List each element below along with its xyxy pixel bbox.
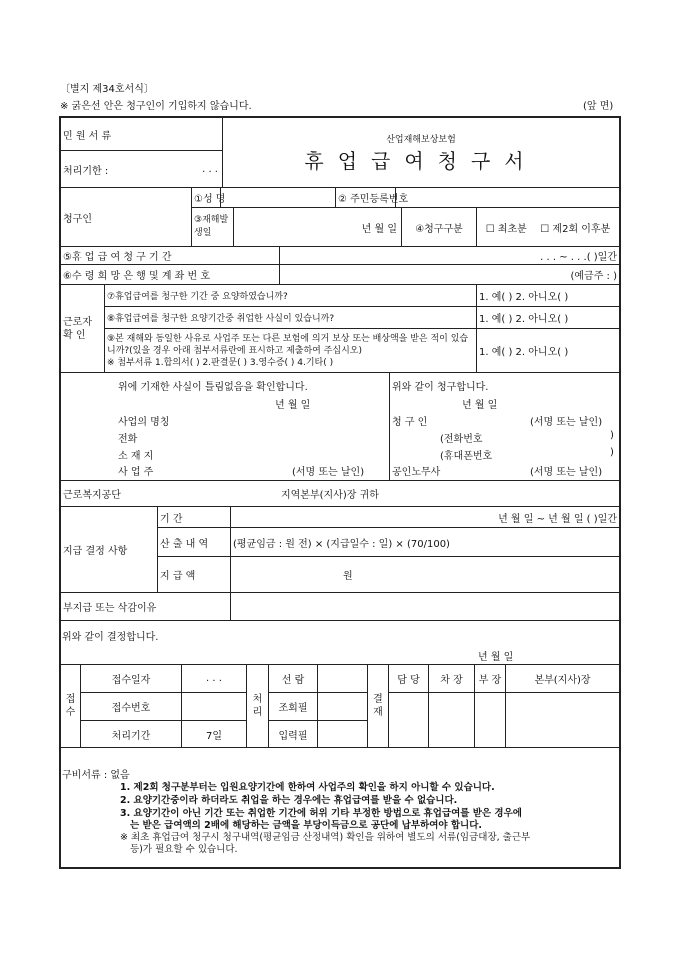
addressee-row bbox=[60, 480, 620, 507]
deadline-label: 처리기한 : bbox=[63, 165, 109, 177]
bank-field[interactable]: (예금주 : ) bbox=[279, 264, 620, 285]
approval-staff: 담 당 bbox=[388, 664, 429, 693]
question-7: ⑦휴업급여를 청구한 기간 중 요양하였습니까? bbox=[104, 284, 477, 307]
form-number: 〔별지 제34호서식〕 bbox=[60, 84, 154, 95]
note-4-cont: 등)가 필요할 수 있습니다. bbox=[130, 844, 238, 855]
process-input-field[interactable] bbox=[317, 720, 368, 748]
deadline-cell bbox=[60, 150, 223, 188]
claim-date[interactable]: 년 월 일 bbox=[462, 400, 498, 411]
bank-label: ⑥수 령 희 망 은 행 및 계 좌 번 호 bbox=[60, 264, 280, 285]
process-label: 처 리 bbox=[246, 664, 269, 748]
process-inquiry-label: 조회필 bbox=[268, 692, 318, 721]
receipt-no-field[interactable] bbox=[181, 692, 247, 721]
approval-director: 본부(지사)장 bbox=[505, 664, 620, 693]
accident-date-field[interactable]: 년 월 일 bbox=[233, 207, 402, 247]
doc-type-label: 민 원 서 류 bbox=[63, 130, 112, 142]
amount-field[interactable]: 원 bbox=[230, 556, 620, 593]
labor-attorney-sign[interactable]: (서명 또는 날인) bbox=[530, 467, 603, 478]
deadline-value: . . . bbox=[202, 163, 218, 175]
rrn-field[interactable] bbox=[395, 187, 620, 208]
note-2: 2. 요양기간중이라 하더라도 취업을 하는 경우에는 휴업급여를 받을 수 없습니다. bbox=[120, 795, 458, 806]
question-9-text: ⑨본 재해와 동일한 사유로 사업주 또는 다른 보험에 의거 보상 또는 배상액을 받은 적이 있습니까?(있을 경우 아래 첨부서류란에 표시하고 제출하여 주십시오) bbox=[107, 333, 469, 356]
employer-date[interactable]: 년 월 일 bbox=[275, 400, 311, 411]
claimant-sign-label: 청 구 인 bbox=[392, 417, 428, 428]
note-3-cont: 는 받은 급여액의 2배에 해당하는 금액을 부당이득금으로 공단에 납부하여야 합니다. bbox=[130, 820, 483, 831]
receipt-date-label: 접수일자 bbox=[80, 664, 182, 693]
employer-label: 사 업 주 bbox=[118, 467, 154, 478]
decision-label: 지급 결정 사항 bbox=[60, 506, 158, 593]
process-review-label: 선 람 bbox=[268, 664, 318, 693]
processing-period-value: 7일 bbox=[181, 720, 247, 748]
first-claim-checkbox[interactable]: ☐ 최초분 bbox=[485, 223, 527, 235]
approval-director-field[interactable] bbox=[505, 692, 620, 748]
calc-field[interactable]: (평균임금 : 원 전) × (지급일수 : 일) × (70/100) bbox=[230, 527, 620, 557]
addressee-to: 지역본부(지사)장 귀하 bbox=[280, 490, 379, 501]
employer-confirm-text: 위에 기재한 사실이 틀림없음을 확인합니다. bbox=[118, 382, 308, 393]
claimant-label: 청구인 bbox=[60, 187, 192, 247]
answer-7[interactable]: 1. 예( ) 2. 아니오( ) bbox=[476, 284, 620, 307]
approval-manager-field[interactable] bbox=[474, 692, 506, 748]
subsequent-claim-checkbox[interactable]: ☐ 제2회 이후분 bbox=[540, 223, 611, 235]
claim-type-options bbox=[476, 207, 620, 247]
claim-period-label: ⑤휴 업 급 여 청 구 기 간 bbox=[60, 246, 280, 265]
labor-attorney-label: 공인노무사 bbox=[392, 467, 441, 478]
phone-label: 전화 bbox=[118, 434, 138, 445]
approval-label: 결 재 bbox=[367, 664, 389, 748]
form-subtitle: 산업재해보상보험 bbox=[386, 134, 456, 145]
question-9 bbox=[104, 328, 477, 373]
employer-sign[interactable]: (서명 또는 날인) bbox=[292, 467, 365, 478]
process-inquiry-field[interactable] bbox=[317, 692, 368, 721]
attachment-options: ※ 첨부서류 1.합의서( ) 2.판결문( ) 3.영수증( ) 4.기타( ) bbox=[107, 357, 334, 368]
required-docs: 구비서류 : 없음 bbox=[62, 770, 130, 781]
decision-statement: 위와 같이 결정합니다. bbox=[62, 632, 159, 643]
rrn-label: ② 주민등록번호 bbox=[335, 187, 396, 208]
form-notice: ※ 굵은선 안은 청구인이 기입하지 않습니다. bbox=[60, 101, 252, 112]
mobile-label: (휴대폰번호 bbox=[440, 451, 493, 462]
refuse-label: 부지급 또는 삭감이유 bbox=[60, 592, 231, 621]
page-side: (앞 면) bbox=[583, 101, 614, 112]
mobile-close: ) bbox=[610, 447, 614, 458]
amount-label: 지 급 액 bbox=[157, 556, 231, 593]
process-review-field[interactable] bbox=[317, 664, 368, 693]
claim-type-label: ④청구구분 bbox=[401, 207, 477, 247]
biz-name-label: 사업의 명칭 bbox=[118, 417, 170, 428]
answer-9[interactable]: 1. 예( ) 2. 아니오( ) bbox=[476, 328, 620, 373]
claimant-sign[interactable]: (서명 또는 날인) bbox=[530, 417, 603, 428]
title-cell bbox=[222, 117, 620, 188]
approval-manager: 부 장 bbox=[474, 664, 506, 693]
question-8: ⑧휴업급여를 청구한 요양기간중 취업한 사실이 있습니까? bbox=[104, 306, 477, 329]
decision-period-field[interactable]: 년 월 일 ~ 년 월 일 ( )일간 bbox=[230, 506, 620, 528]
note-1: 1. 제2회 청구분부터는 입원요양기간에 한하여 사업주의 확인을 하지 아니할 수 있습니다. bbox=[120, 782, 495, 793]
processing-period-label: 처리기간 bbox=[80, 720, 182, 748]
answer-8[interactable]: 1. 예( ) 2. 아니오( ) bbox=[476, 306, 620, 329]
claim-period-field[interactable]: . . . ~ . . .( )일간 bbox=[279, 246, 620, 265]
doc-type-cell bbox=[60, 117, 223, 151]
refuse-field[interactable] bbox=[230, 592, 620, 621]
name-label: ①성 명 bbox=[191, 187, 221, 208]
process-input-label: 입력필 bbox=[268, 720, 318, 748]
worker-check-label: 근로자 확 인 bbox=[60, 284, 105, 373]
address-label: 소 재 지 bbox=[118, 451, 154, 462]
approval-deputy-field[interactable] bbox=[428, 692, 475, 748]
tel-close: ) bbox=[610, 430, 614, 441]
approval-deputy: 차 장 bbox=[428, 664, 475, 693]
form-title: 휴업급여청구서 bbox=[304, 148, 538, 173]
receipt-date-field[interactable]: . . . bbox=[181, 664, 247, 693]
name-field[interactable] bbox=[220, 187, 336, 208]
receipt-label: 접 수 bbox=[60, 664, 81, 748]
tel-label: (전화번호 bbox=[440, 434, 483, 445]
addressee-org: 근로복지공단 bbox=[63, 490, 121, 501]
decision-period-label: 기 간 bbox=[157, 506, 231, 528]
approval-staff-field[interactable] bbox=[388, 692, 429, 748]
receipt-no-label: 접수번호 bbox=[80, 692, 182, 721]
note-4: ※ 최초 휴업급여 청구시 청구내역(평균임금 산정내역) 확인을 위하여 별도의 서류(임금대장, 출근부 bbox=[120, 832, 531, 843]
note-3: 3. 요양기간이 아닌 기간 또는 취업한 기간에 허위 기타 부정한 방법으로 휴업급여를 받은 경우에 bbox=[120, 808, 522, 819]
claim-text: 위와 같이 청구합니다. bbox=[392, 382, 489, 393]
decision-date: 년 월 일 bbox=[478, 652, 514, 663]
calc-label: 산 출 내 역 bbox=[157, 527, 231, 557]
accident-date-label: ③재해발생일 bbox=[191, 207, 234, 247]
